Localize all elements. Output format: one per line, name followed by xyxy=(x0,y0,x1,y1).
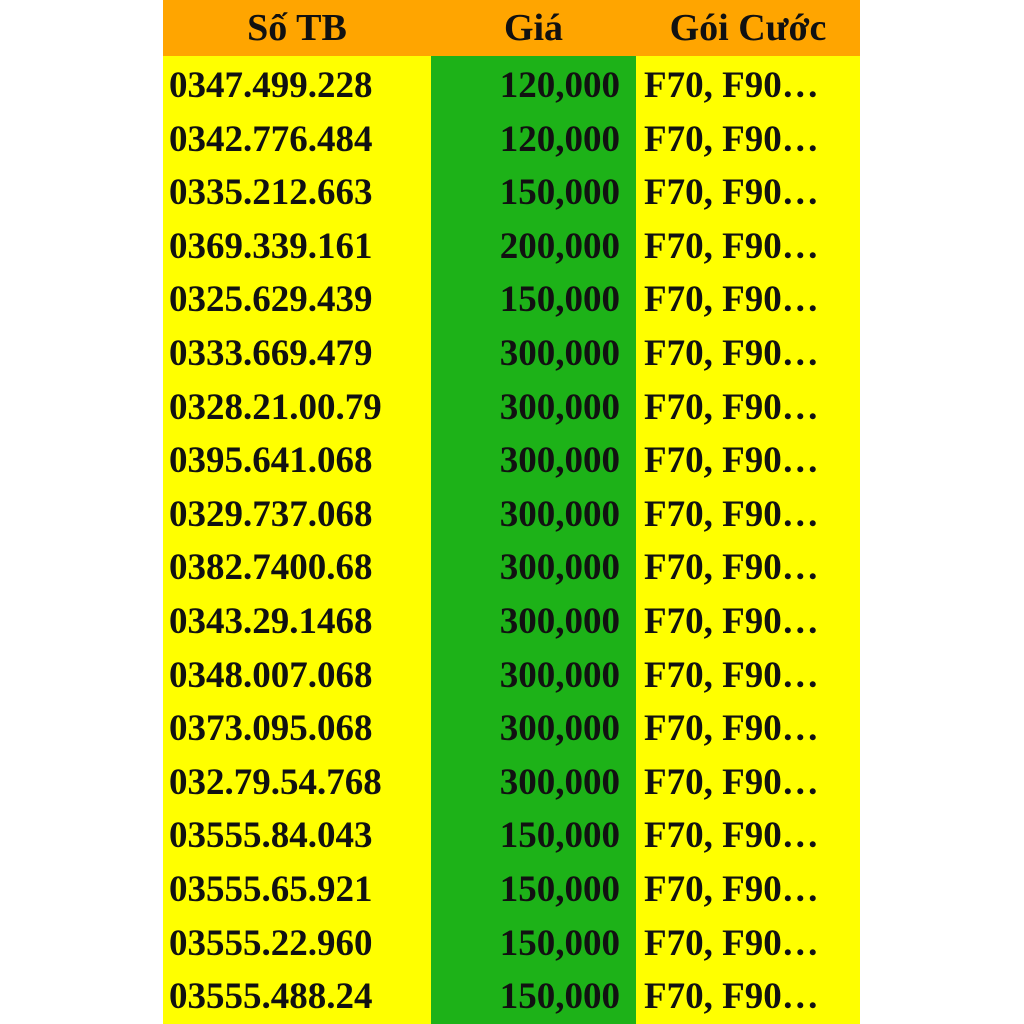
price-value: 300,000 xyxy=(499,654,620,696)
subscriber-number: 03555.65.921 xyxy=(169,868,373,910)
table-row xyxy=(163,381,860,435)
price-value: 300,000 xyxy=(499,440,620,482)
table-row xyxy=(163,970,860,1024)
header-price: Giá xyxy=(503,7,564,49)
table-row xyxy=(163,756,860,810)
plan-value: F70, F90… xyxy=(644,868,819,910)
price-value: 300,000 xyxy=(499,332,620,374)
table-header xyxy=(163,0,860,56)
plan-value: F70, F90… xyxy=(644,922,819,964)
price-value: 200,000 xyxy=(499,225,620,267)
table-row xyxy=(163,434,860,488)
plan-value: F70, F90… xyxy=(644,279,819,321)
price-value: 150,000 xyxy=(499,976,620,1018)
subscriber-number: 0333.669.479 xyxy=(169,332,373,374)
subscriber-number: 0382.7400.68 xyxy=(169,547,373,589)
table-row xyxy=(163,917,860,971)
subscriber-number: 0325.629.439 xyxy=(169,279,373,321)
subscriber-number: 032.79.54.768 xyxy=(169,761,382,803)
table-row xyxy=(163,863,860,917)
price-value: 300,000 xyxy=(499,761,620,803)
plan-value: F70, F90… xyxy=(644,654,819,696)
price-value: 150,000 xyxy=(499,172,620,214)
price-value: 300,000 xyxy=(499,386,620,428)
table-row xyxy=(163,220,860,274)
plan-value: F70, F90… xyxy=(644,493,819,535)
table-row xyxy=(163,702,860,756)
plan-value: F70, F90… xyxy=(644,386,819,428)
plan-value: F70, F90… xyxy=(644,815,819,857)
plan-value: F70, F90… xyxy=(644,440,819,482)
plan-value: F70, F90… xyxy=(644,65,819,106)
plan-value: F70, F90… xyxy=(644,118,819,160)
table-row xyxy=(163,595,860,649)
plan-value: F70, F90… xyxy=(644,332,819,374)
table-rows xyxy=(163,59,860,1024)
plan-value: F70, F90… xyxy=(644,600,819,642)
plan-value: F70, F90… xyxy=(644,225,819,267)
subscriber-number: 0343.29.1468 xyxy=(169,600,373,642)
price-value: 150,000 xyxy=(499,815,620,857)
plan-value: F70, F90… xyxy=(644,547,819,589)
subscriber-number: 0342.776.484 xyxy=(169,118,373,160)
table-row xyxy=(163,327,860,381)
table-row xyxy=(163,113,860,167)
price-value: 150,000 xyxy=(499,279,620,321)
price-value: 150,000 xyxy=(499,922,620,964)
plan-value: F70, F90… xyxy=(644,708,819,750)
subscriber-number: 0335.212.663 xyxy=(169,172,373,214)
subscriber-number: 0329.737.068 xyxy=(169,493,373,535)
subscriber-number: 03555.22.960 xyxy=(169,922,373,964)
subscriber-number: 0395.641.068 xyxy=(169,440,373,482)
price-value: 300,000 xyxy=(499,708,620,750)
table-row xyxy=(163,488,860,542)
price-list-sheet xyxy=(163,0,860,1024)
subscriber-number: 0369.339.161 xyxy=(169,225,373,267)
table-row xyxy=(163,541,860,595)
plan-value: F70, F90… xyxy=(644,976,819,1018)
plan-value: F70, F90… xyxy=(644,761,819,803)
subscriber-number: 03555.84.043 xyxy=(169,815,373,857)
header-plan: Gói Cước xyxy=(669,7,827,49)
price-value: 120,000 xyxy=(499,118,620,160)
table-row xyxy=(163,809,860,863)
subscriber-number: 0348.007.068 xyxy=(169,654,373,696)
table-row xyxy=(163,166,860,220)
price-value: 300,000 xyxy=(499,493,620,535)
price-value: 150,000 xyxy=(499,868,620,910)
table-row xyxy=(163,59,860,113)
price-value: 300,000 xyxy=(499,600,620,642)
price-value: 120,000 xyxy=(499,65,620,106)
header-number: Số TB xyxy=(247,7,347,49)
table-body xyxy=(163,56,860,1024)
plan-value: F70, F90… xyxy=(644,172,819,214)
subscriber-number: 0347.499.228 xyxy=(169,65,373,106)
subscriber-number: 0328.21.00.79 xyxy=(169,386,382,428)
subscriber-number: 03555.488.24 xyxy=(169,976,373,1018)
subscriber-number: 0373.095.068 xyxy=(169,708,373,750)
table-row xyxy=(163,649,860,703)
price-value: 300,000 xyxy=(499,547,620,589)
table-row xyxy=(163,273,860,327)
